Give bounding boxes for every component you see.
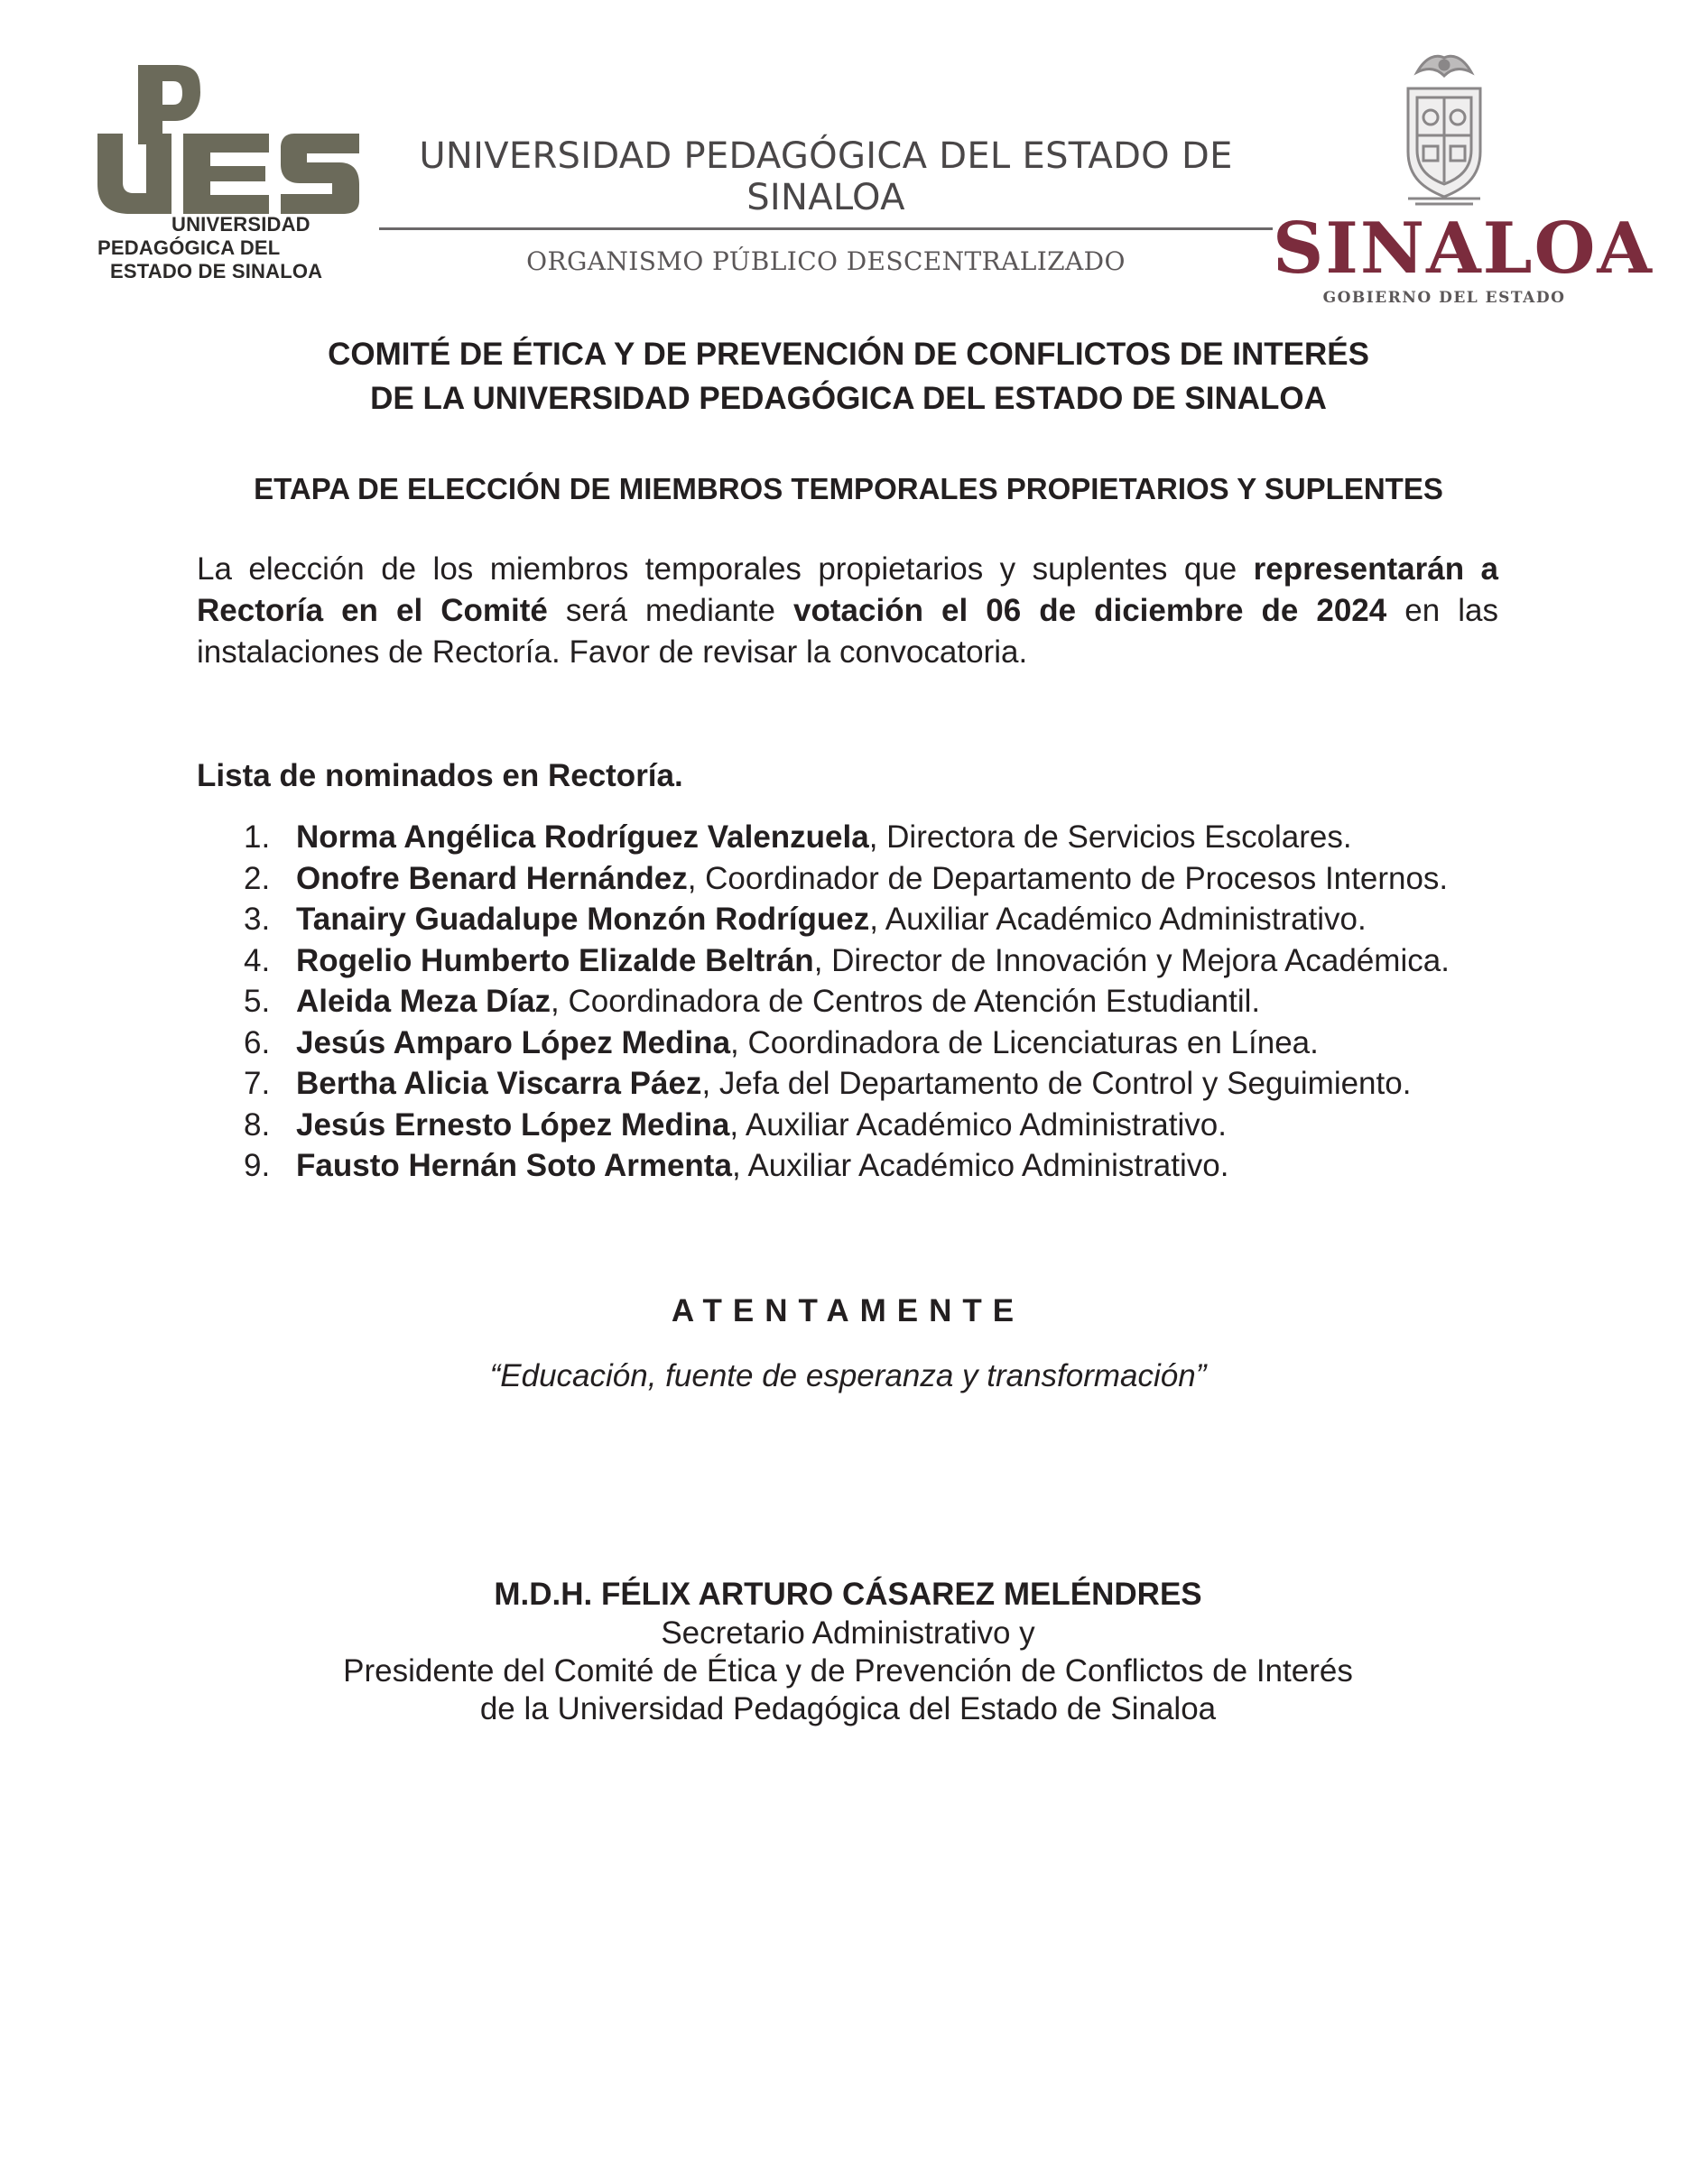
closing-atentamente: ATENTAMENTE bbox=[671, 1293, 1025, 1328]
list-item: 9. Fausto Hernán Soto Armenta, Auxiliar Académico Administrativo. bbox=[244, 1148, 1229, 1183]
list-item: 8. Jesús Ernesto López Medina, Auxiliar Académico Administrativo. bbox=[244, 1106, 1227, 1143]
institution-name: UNIVERSIDAD PEDAGÓGICA DEL ESTADO DE SINALOA bbox=[419, 135, 1233, 218]
list-item: 3. Tanairy Guadalupe Monzón Rodríguez, Auxiliar Académico Administrativo. bbox=[244, 902, 1367, 937]
intro-paragraph: La elección de los miembros temporales propietarios y suplentes que representarán a Rectoría en el Comité será mediante votación el 06 de diciembre de 2024 en las instalaciones de Rectoría. Favor de revisar la convocatoria. bbox=[197, 551, 1498, 670]
list-item: 2. Onofre Benard Hernández, Coordinador de Departamento de Procesos Internos. bbox=[244, 860, 1449, 896]
nominee-list bbox=[197, 817, 1498, 1187]
signer-title-line: de la Universidad Pedagógica del Estado de Sinaloa bbox=[479, 1691, 1217, 1726]
list-item: 7. Bertha Alicia Viscarra Páez, Jefa del Departamento de Control y Seguimiento. bbox=[244, 1066, 1412, 1101]
list-item: 4. Rogelio Humberto Elizalde Beltrán, Director de Innovación y Mejora Académica. bbox=[244, 942, 1450, 978]
institution-header bbox=[379, 135, 1273, 276]
signature-block bbox=[0, 1575, 1696, 1728]
signer-title-line: Presidente del Comité de Ética y de Prevención de Conflictos de Interés bbox=[343, 1653, 1353, 1689]
header-divider bbox=[379, 227, 1273, 230]
section-title: ETAPA DE ELECCIÓN DE MIEMBROS TEMPORALES PROPIETARIOS Y SUPLENTES bbox=[254, 472, 1443, 505]
sinaloa-subtitle: GOBIERNO DEL ESTADO bbox=[1322, 289, 1566, 307]
document-title: COMITÉ DE ÉTICA Y DE PREVENCIÓN DE CONFLICTOS DE INTERÉS DE LA UNIVERSIDAD PEDAGÓGICA DEL ESTADO DE SINALOA bbox=[328, 337, 1369, 416]
nominee-list-heading: Lista de nominados en Rectoría. bbox=[197, 758, 683, 793]
sinaloa-government-logo bbox=[1273, 45, 1654, 307]
sinaloa-coat-of-arms-icon bbox=[1273, 45, 1616, 212]
institution-subtitle: ORGANISMO PÚBLICO DESCENTRALIZADO bbox=[526, 246, 1126, 276]
upes-logo-mark bbox=[97, 65, 359, 214]
upes-logo-text: UNIVERSIDAD PEDAGÓGICA DEL ESTADO DE SINALOA bbox=[97, 213, 323, 282]
institutional-motto: “Educación, fuente de esperanza y transformación” bbox=[489, 1358, 1207, 1393]
list-item: 1. Norma Angélica Rodríguez Valenzuela, Directora de Servicios Escolares. bbox=[244, 819, 1352, 855]
signer-title-line: Secretario Administrativo y bbox=[661, 1615, 1035, 1651]
upes-logo bbox=[97, 65, 359, 291]
list-item: 5. Aleida Meza Díaz, Coordinadora de Centros de Atención Estudiantil. bbox=[244, 984, 1261, 1019]
list-item: 6. Jesús Amparo López Medina, Coordinadora de Licenciaturas en Línea. bbox=[244, 1024, 1319, 1060]
signer-name: M.D.H. FÉLIX ARTURO CÁSAREZ MELÉNDRES bbox=[494, 1577, 1202, 1612]
sinaloa-wordmark: SINALOA bbox=[1273, 208, 1654, 290]
